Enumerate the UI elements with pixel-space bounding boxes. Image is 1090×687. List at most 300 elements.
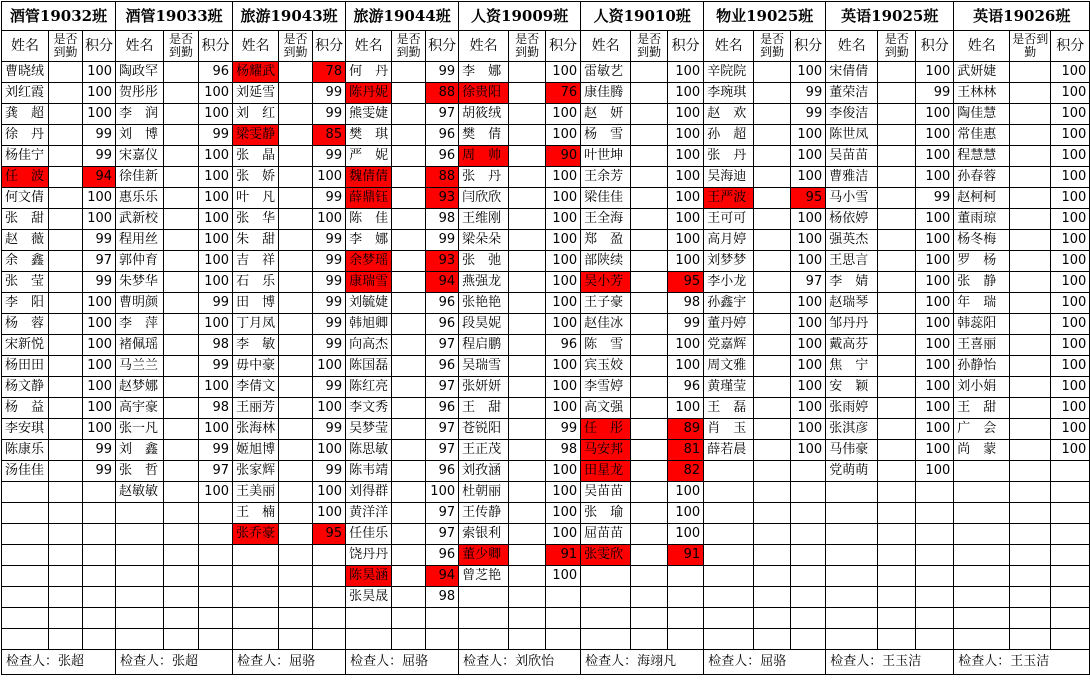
- student-name[interactable]: 刘毓婕: [346, 293, 392, 314]
- score-cell[interactable]: 96: [426, 293, 459, 314]
- student-name[interactable]: 徐 丹: [2, 125, 49, 146]
- student-name[interactable]: 张雯欣: [581, 545, 631, 566]
- student-name[interactable]: 党嘉辉: [704, 335, 754, 356]
- student-name[interactable]: 刘小娟: [954, 377, 1010, 398]
- attendance-cell[interactable]: [164, 440, 199, 461]
- score-cell[interactable]: 98: [199, 398, 233, 419]
- student-name[interactable]: 严 妮: [346, 146, 392, 167]
- attendance-cell[interactable]: [49, 356, 83, 377]
- student-name[interactable]: 广 会: [954, 419, 1010, 440]
- score-cell[interactable]: [791, 587, 826, 608]
- score-cell[interactable]: [916, 503, 954, 524]
- attendance-cell[interactable]: [754, 104, 791, 125]
- score-cell[interactable]: 99: [313, 104, 346, 125]
- attendance-cell[interactable]: [49, 545, 83, 566]
- score-cell[interactable]: 100: [199, 104, 233, 125]
- score-cell[interactable]: 100: [791, 146, 826, 167]
- attendance-cell[interactable]: [1010, 272, 1051, 293]
- score-cell[interactable]: 88: [426, 167, 459, 188]
- student-name[interactable]: 刘孜涵: [459, 461, 509, 482]
- score-cell[interactable]: [313, 608, 346, 629]
- student-name[interactable]: 张 华: [233, 209, 279, 230]
- score-cell[interactable]: 100: [83, 83, 116, 104]
- attendance-cell[interactable]: [164, 293, 199, 314]
- score-cell[interactable]: 100: [791, 419, 826, 440]
- score-cell[interactable]: 100: [1051, 146, 1090, 167]
- attendance-cell[interactable]: [1010, 419, 1051, 440]
- score-cell[interactable]: [791, 545, 826, 566]
- attendance-cell[interactable]: [392, 440, 426, 461]
- student-name[interactable]: 张 丹: [704, 146, 754, 167]
- score-cell[interactable]: [1051, 608, 1090, 629]
- student-name[interactable]: [704, 566, 754, 587]
- attendance-cell[interactable]: [279, 188, 313, 209]
- score-cell[interactable]: 100: [791, 398, 826, 419]
- attendance-cell[interactable]: [754, 314, 791, 335]
- student-name[interactable]: 孙春蓉: [954, 167, 1010, 188]
- score-cell[interactable]: 100: [546, 377, 581, 398]
- attendance-cell[interactable]: [509, 62, 546, 83]
- student-name[interactable]: 程启鹏: [459, 335, 509, 356]
- student-name[interactable]: 赵瑞琴: [826, 293, 878, 314]
- score-cell[interactable]: 100: [546, 125, 581, 146]
- score-cell[interactable]: 99: [916, 188, 954, 209]
- score-cell[interactable]: 100: [668, 104, 704, 125]
- score-cell[interactable]: 100: [668, 125, 704, 146]
- student-name[interactable]: 陈国磊: [346, 356, 392, 377]
- attendance-cell[interactable]: [392, 167, 426, 188]
- score-cell[interactable]: 100: [668, 146, 704, 167]
- score-cell[interactable]: [1051, 503, 1090, 524]
- score-cell[interactable]: 100: [546, 167, 581, 188]
- student-name[interactable]: 张淇彦: [826, 419, 878, 440]
- score-cell[interactable]: 100: [916, 377, 954, 398]
- student-name[interactable]: 罗 杨: [954, 251, 1010, 272]
- score-cell[interactable]: 99: [426, 230, 459, 251]
- student-name[interactable]: 高文强: [581, 398, 631, 419]
- score-cell[interactable]: 100: [313, 503, 346, 524]
- score-cell[interactable]: 100: [199, 146, 233, 167]
- student-name[interactable]: [826, 524, 878, 545]
- attendance-cell[interactable]: [164, 230, 199, 251]
- student-name[interactable]: [459, 608, 509, 629]
- attendance-cell[interactable]: [1010, 608, 1051, 629]
- attendance-cell[interactable]: [631, 503, 668, 524]
- attendance-cell[interactable]: [279, 419, 313, 440]
- attendance-cell[interactable]: [878, 188, 916, 209]
- score-cell[interactable]: 100: [546, 251, 581, 272]
- attendance-cell[interactable]: [279, 440, 313, 461]
- attendance-cell[interactable]: [631, 398, 668, 419]
- student-name[interactable]: 张 瑜: [581, 503, 631, 524]
- score-cell[interactable]: 99: [83, 146, 116, 167]
- score-cell[interactable]: 100: [83, 209, 116, 230]
- attendance-cell[interactable]: [279, 524, 313, 545]
- attendance-cell[interactable]: [279, 503, 313, 524]
- score-cell[interactable]: 99: [83, 125, 116, 146]
- student-name[interactable]: 王传静: [459, 503, 509, 524]
- score-cell[interactable]: 100: [1051, 167, 1090, 188]
- score-cell[interactable]: [668, 566, 704, 587]
- score-cell[interactable]: 99: [199, 293, 233, 314]
- score-cell[interactable]: 100: [313, 167, 346, 188]
- student-name[interactable]: [826, 587, 878, 608]
- score-cell[interactable]: 100: [916, 293, 954, 314]
- attendance-cell[interactable]: [1010, 398, 1051, 419]
- score-cell[interactable]: 100: [791, 230, 826, 251]
- attendance-cell[interactable]: [392, 461, 426, 482]
- attendance-cell[interactable]: [509, 440, 546, 461]
- attendance-cell[interactable]: [509, 146, 546, 167]
- attendance-cell[interactable]: [392, 629, 426, 650]
- score-cell[interactable]: 97: [791, 272, 826, 293]
- attendance-cell[interactable]: [1010, 188, 1051, 209]
- score-cell[interactable]: 100: [199, 272, 233, 293]
- attendance-cell[interactable]: [49, 440, 83, 461]
- student-name[interactable]: 武妍婕: [954, 62, 1010, 83]
- score-cell[interactable]: [426, 629, 459, 650]
- student-name[interactable]: 陈昊涵: [346, 566, 392, 587]
- student-name[interactable]: 部陕续: [581, 251, 631, 272]
- attendance-cell[interactable]: [392, 335, 426, 356]
- student-name[interactable]: [116, 608, 164, 629]
- student-name[interactable]: [116, 545, 164, 566]
- score-cell[interactable]: 100: [791, 377, 826, 398]
- attendance-cell[interactable]: [509, 251, 546, 272]
- attendance-cell[interactable]: [631, 377, 668, 398]
- score-cell[interactable]: 100: [83, 104, 116, 125]
- student-name[interactable]: 余 鑫: [2, 251, 49, 272]
- score-cell[interactable]: 100: [546, 356, 581, 377]
- score-cell[interactable]: 100: [546, 188, 581, 209]
- attendance-cell[interactable]: [49, 209, 83, 230]
- attendance-cell[interactable]: [509, 587, 546, 608]
- score-cell[interactable]: [668, 608, 704, 629]
- score-cell[interactable]: 100: [199, 230, 233, 251]
- student-name[interactable]: 周 帅: [459, 146, 509, 167]
- student-name[interactable]: [2, 524, 49, 545]
- attendance-cell[interactable]: [392, 587, 426, 608]
- attendance-cell[interactable]: [878, 356, 916, 377]
- score-cell[interactable]: 100: [546, 482, 581, 503]
- attendance-cell[interactable]: [392, 251, 426, 272]
- student-name[interactable]: 张艳艳: [459, 293, 509, 314]
- student-name[interactable]: 刘 博: [116, 125, 164, 146]
- score-cell[interactable]: 100: [916, 230, 954, 251]
- student-name[interactable]: 梁朵朵: [459, 230, 509, 251]
- attendance-cell[interactable]: [392, 566, 426, 587]
- attendance-cell[interactable]: [631, 125, 668, 146]
- student-name[interactable]: 樊 琪: [346, 125, 392, 146]
- student-name[interactable]: 梁雯静: [233, 125, 279, 146]
- score-cell[interactable]: 98: [199, 335, 233, 356]
- attendance-cell[interactable]: [392, 146, 426, 167]
- student-name[interactable]: 陈红亮: [346, 377, 392, 398]
- score-cell[interactable]: 97: [426, 335, 459, 356]
- student-name[interactable]: [704, 587, 754, 608]
- student-name[interactable]: [704, 461, 754, 482]
- student-name[interactable]: [2, 482, 49, 503]
- score-cell[interactable]: [546, 608, 581, 629]
- score-cell[interactable]: 100: [791, 356, 826, 377]
- score-cell[interactable]: 100: [199, 251, 233, 272]
- student-name[interactable]: 周文雅: [704, 356, 754, 377]
- student-name[interactable]: 朱 甜: [233, 230, 279, 251]
- student-name[interactable]: 程用丝: [116, 230, 164, 251]
- attendance-cell[interactable]: [164, 62, 199, 83]
- student-name[interactable]: 韩旭卿: [346, 314, 392, 335]
- student-name[interactable]: 向高杰: [346, 335, 392, 356]
- score-cell[interactable]: 99: [313, 377, 346, 398]
- score-cell[interactable]: 100: [1051, 272, 1090, 293]
- score-cell[interactable]: [1051, 524, 1090, 545]
- student-name[interactable]: 余梦瑶: [346, 251, 392, 272]
- score-cell[interactable]: 94: [426, 566, 459, 587]
- student-name[interactable]: 杨耀武: [233, 62, 279, 83]
- student-name[interactable]: [954, 566, 1010, 587]
- score-cell[interactable]: 99: [83, 230, 116, 251]
- attendance-cell[interactable]: [392, 272, 426, 293]
- student-name[interactable]: 张乔豪: [233, 524, 279, 545]
- attendance-cell[interactable]: [392, 608, 426, 629]
- attendance-cell[interactable]: [754, 293, 791, 314]
- score-cell[interactable]: [916, 587, 954, 608]
- attendance-cell[interactable]: [631, 293, 668, 314]
- score-cell[interactable]: 99: [313, 293, 346, 314]
- score-cell[interactable]: 88: [426, 83, 459, 104]
- score-cell[interactable]: 100: [83, 293, 116, 314]
- attendance-cell[interactable]: [164, 125, 199, 146]
- attendance-cell[interactable]: [878, 461, 916, 482]
- score-cell[interactable]: 100: [668, 83, 704, 104]
- attendance-cell[interactable]: [878, 272, 916, 293]
- score-cell[interactable]: [313, 566, 346, 587]
- score-cell[interactable]: 100: [916, 314, 954, 335]
- attendance-cell[interactable]: [49, 251, 83, 272]
- score-cell[interactable]: [83, 566, 116, 587]
- attendance-cell[interactable]: [279, 629, 313, 650]
- student-name[interactable]: 叶世坤: [581, 146, 631, 167]
- attendance-cell[interactable]: [49, 461, 83, 482]
- score-cell[interactable]: [916, 629, 954, 650]
- attendance-cell[interactable]: [164, 545, 199, 566]
- student-name[interactable]: 田 博: [233, 293, 279, 314]
- student-name[interactable]: 李 娜: [346, 230, 392, 251]
- student-name[interactable]: [2, 629, 49, 650]
- score-cell[interactable]: 99: [313, 251, 346, 272]
- attendance-cell[interactable]: [164, 146, 199, 167]
- student-name[interactable]: [2, 587, 49, 608]
- score-cell[interactable]: 96: [426, 314, 459, 335]
- score-cell[interactable]: 100: [313, 356, 346, 377]
- attendance-cell[interactable]: [1010, 503, 1051, 524]
- attendance-cell[interactable]: [754, 566, 791, 587]
- student-name[interactable]: 姬旭博: [233, 440, 279, 461]
- student-name[interactable]: [954, 461, 1010, 482]
- attendance-cell[interactable]: [279, 62, 313, 83]
- attendance-cell[interactable]: [878, 440, 916, 461]
- score-cell[interactable]: 95: [668, 272, 704, 293]
- attendance-cell[interactable]: [631, 167, 668, 188]
- attendance-cell[interactable]: [509, 335, 546, 356]
- score-cell[interactable]: 100: [668, 335, 704, 356]
- score-cell[interactable]: 93: [426, 188, 459, 209]
- student-name[interactable]: 吴海迪: [704, 167, 754, 188]
- student-name[interactable]: 吴苗苗: [826, 146, 878, 167]
- attendance-cell[interactable]: [164, 566, 199, 587]
- student-name[interactable]: 熊雯婕: [346, 104, 392, 125]
- score-cell[interactable]: 98: [426, 209, 459, 230]
- attendance-cell[interactable]: [509, 83, 546, 104]
- student-name[interactable]: [826, 629, 878, 650]
- score-cell[interactable]: 96: [426, 125, 459, 146]
- score-cell[interactable]: 100: [546, 209, 581, 230]
- score-cell[interactable]: [1051, 566, 1090, 587]
- student-name[interactable]: 赵 薇: [2, 230, 49, 251]
- student-name[interactable]: 李小龙: [704, 272, 754, 293]
- student-name[interactable]: [954, 482, 1010, 503]
- attendance-cell[interactable]: [279, 146, 313, 167]
- student-name[interactable]: 任佳乐: [346, 524, 392, 545]
- student-name[interactable]: 王 楠: [233, 503, 279, 524]
- score-cell[interactable]: 100: [791, 440, 826, 461]
- student-name[interactable]: 张 甜: [2, 209, 49, 230]
- attendance-cell[interactable]: [754, 524, 791, 545]
- student-name[interactable]: 孙静怡: [954, 356, 1010, 377]
- attendance-cell[interactable]: [164, 314, 199, 335]
- attendance-cell[interactable]: [878, 566, 916, 587]
- attendance-cell[interactable]: [509, 125, 546, 146]
- score-cell[interactable]: [916, 608, 954, 629]
- student-name[interactable]: 曹雅洁: [826, 167, 878, 188]
- attendance-cell[interactable]: [392, 524, 426, 545]
- score-cell[interactable]: 99: [668, 314, 704, 335]
- attendance-cell[interactable]: [754, 545, 791, 566]
- score-cell[interactable]: 85: [313, 125, 346, 146]
- student-name[interactable]: 王林林: [954, 83, 1010, 104]
- score-cell[interactable]: 100: [916, 251, 954, 272]
- attendance-cell[interactable]: [878, 230, 916, 251]
- student-name[interactable]: [2, 566, 49, 587]
- score-cell[interactable]: 100: [83, 314, 116, 335]
- score-cell[interactable]: 100: [199, 188, 233, 209]
- student-name[interactable]: 赵 妍: [581, 104, 631, 125]
- attendance-cell[interactable]: [878, 314, 916, 335]
- score-cell[interactable]: 100: [916, 398, 954, 419]
- score-cell[interactable]: 100: [916, 104, 954, 125]
- student-name[interactable]: 陈韦靖: [346, 461, 392, 482]
- student-name[interactable]: 年 瑞: [954, 293, 1010, 314]
- attendance-cell[interactable]: [1010, 125, 1051, 146]
- score-cell[interactable]: 100: [916, 62, 954, 83]
- score-cell[interactable]: [791, 482, 826, 503]
- student-name[interactable]: [826, 608, 878, 629]
- student-name[interactable]: 徐佳新: [116, 167, 164, 188]
- student-name[interactable]: 马安邦: [581, 440, 631, 461]
- score-cell[interactable]: 96: [426, 398, 459, 419]
- score-cell[interactable]: 100: [1051, 125, 1090, 146]
- attendance-cell[interactable]: [49, 125, 83, 146]
- score-cell[interactable]: 97: [199, 461, 233, 482]
- attendance-cell[interactable]: [392, 209, 426, 230]
- student-name[interactable]: [704, 503, 754, 524]
- student-name[interactable]: 吴梦莹: [346, 419, 392, 440]
- student-name[interactable]: 高月婷: [704, 230, 754, 251]
- attendance-cell[interactable]: [164, 419, 199, 440]
- attendance-cell[interactable]: [49, 377, 83, 398]
- score-cell[interactable]: 100: [199, 209, 233, 230]
- score-cell[interactable]: 100: [916, 419, 954, 440]
- score-cell[interactable]: 96: [546, 335, 581, 356]
- attendance-cell[interactable]: [631, 608, 668, 629]
- student-name[interactable]: 陈世凤: [826, 125, 878, 146]
- student-name[interactable]: 吴苗苗: [581, 482, 631, 503]
- student-name[interactable]: 赵柯柯: [954, 188, 1010, 209]
- score-cell[interactable]: 78: [313, 62, 346, 83]
- attendance-cell[interactable]: [631, 209, 668, 230]
- attendance-cell[interactable]: [878, 62, 916, 83]
- score-cell[interactable]: [83, 608, 116, 629]
- attendance-cell[interactable]: [509, 629, 546, 650]
- score-cell[interactable]: 100: [916, 461, 954, 482]
- attendance-cell[interactable]: [509, 482, 546, 503]
- student-name[interactable]: 李倩文: [233, 377, 279, 398]
- student-name[interactable]: 马兰兰: [116, 356, 164, 377]
- attendance-cell[interactable]: [631, 482, 668, 503]
- student-name[interactable]: 樊 倩: [459, 125, 509, 146]
- student-name[interactable]: 陈康乐: [2, 440, 49, 461]
- attendance-cell[interactable]: [392, 83, 426, 104]
- student-name[interactable]: 杨冬梅: [954, 230, 1010, 251]
- student-name[interactable]: 宋新悦: [2, 335, 49, 356]
- attendance-cell[interactable]: [509, 230, 546, 251]
- score-cell[interactable]: 96: [199, 62, 233, 83]
- student-name[interactable]: [581, 629, 631, 650]
- score-cell[interactable]: 100: [546, 293, 581, 314]
- student-name[interactable]: 王喜丽: [954, 335, 1010, 356]
- attendance-cell[interactable]: [631, 419, 668, 440]
- student-name[interactable]: [233, 608, 279, 629]
- student-name[interactable]: 邹丹丹: [826, 314, 878, 335]
- attendance-cell[interactable]: [509, 419, 546, 440]
- student-name[interactable]: 刘红霞: [2, 83, 49, 104]
- score-cell[interactable]: 97: [426, 524, 459, 545]
- score-cell[interactable]: 100: [1051, 377, 1090, 398]
- score-cell[interactable]: 91: [668, 545, 704, 566]
- score-cell[interactable]: [199, 524, 233, 545]
- attendance-cell[interactable]: [392, 62, 426, 83]
- student-name[interactable]: [704, 545, 754, 566]
- attendance-cell[interactable]: [878, 167, 916, 188]
- student-name[interactable]: 段昊妮: [459, 314, 509, 335]
- student-name[interactable]: 王正茂: [459, 440, 509, 461]
- student-name[interactable]: 张 莹: [2, 272, 49, 293]
- attendance-cell[interactable]: [754, 209, 791, 230]
- student-name[interactable]: 陈 佳: [346, 209, 392, 230]
- attendance-cell[interactable]: [631, 62, 668, 83]
- student-name[interactable]: [233, 629, 279, 650]
- attendance-cell[interactable]: [49, 524, 83, 545]
- student-name[interactable]: [2, 545, 49, 566]
- score-cell[interactable]: 100: [668, 524, 704, 545]
- attendance-cell[interactable]: [754, 629, 791, 650]
- attendance-cell[interactable]: [509, 209, 546, 230]
- attendance-cell[interactable]: [1010, 440, 1051, 461]
- student-name[interactable]: 张家辉: [233, 461, 279, 482]
- attendance-cell[interactable]: [754, 608, 791, 629]
- score-cell[interactable]: 100: [1051, 335, 1090, 356]
- attendance-cell[interactable]: [49, 272, 83, 293]
